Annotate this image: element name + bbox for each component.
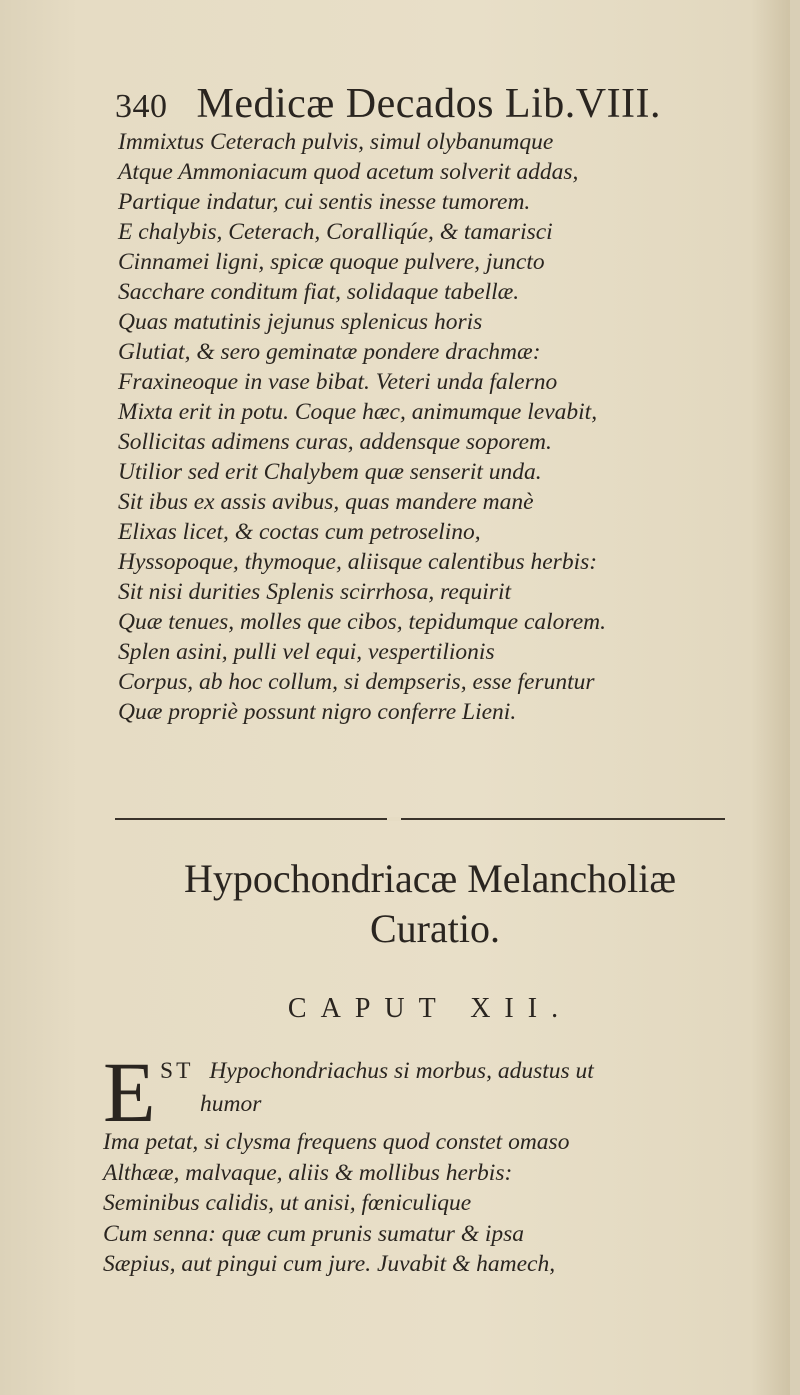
chapter-line: Sæpius, aut pingui cum jure. Juvabit & hamech, <box>103 1251 556 1277</box>
poem-block <box>118 127 758 727</box>
small-caps-opening: ST <box>160 1058 194 1084</box>
poem-line: Hyssopoque, thymoque, aliisque calentibus herbis: <box>118 549 598 575</box>
drop-cap: E <box>103 1044 156 1140</box>
poem-line: Immixtus Ceterach pulvis, simul olybanumque <box>118 129 554 155</box>
chapter-line: Cum senna: quæ cum prunis sumatur & ipsa <box>103 1220 525 1247</box>
section-title: Hypochondriacæ Melancholiæ <box>183 856 677 901</box>
poem-line: Sit ibus ex assis avibus, quas mandere manè <box>118 489 534 515</box>
poem-line: Elixas licet, & coctas cum petroselino, <box>118 519 481 545</box>
running-title: Medicæ Decados Lib.VIII. <box>196 81 662 127</box>
section-divider <box>115 818 725 820</box>
page-number: 340 <box>115 88 168 125</box>
first-line-text: Hypochondriachus si morbus, adustus ut <box>209 1058 594 1084</box>
poem-line: Quæ propriè possunt nigro conferre Lieni. <box>118 699 517 725</box>
first-line-continuation: humor <box>200 1091 262 1117</box>
chapter-line: Ima petat, si clysma frequens quod constet omaso <box>103 1129 570 1155</box>
page-header <box>115 80 715 128</box>
chapter-text-block <box>103 1127 763 1280</box>
poem-line: Sacchare conditum fiat, solidaque tabellæ. <box>118 279 520 305</box>
poem-line: Atque Ammoniacum quod acetum solverit addas, <box>118 159 579 185</box>
section-title-line2: Curatio. <box>370 906 500 951</box>
poem-line: Partique indatur, cui sentis inesse tumorem. <box>118 189 531 215</box>
chapter-line: Althææ, malvaque, aliis & mollibus herbis: <box>103 1159 513 1186</box>
poem-line: Mixta erit in potu. Coque hæc, animumque levabit, <box>118 399 598 425</box>
poem-line: Sollicitas adimens curas, addensque soporem. <box>118 429 552 455</box>
poem-line: E chalybis, Ceterach, Coralliqúe, & tamarisci <box>118 219 553 245</box>
chapter-heading: CAPUT XII. <box>287 993 573 1024</box>
chapter-first-line <box>160 1058 780 1085</box>
poem-line: Quæ tenues, molles que cibos, tepidumque calorem. <box>118 609 606 635</box>
poem-line: Cinnamei ligni, spicæ quoque pulvere, juncto <box>118 249 545 275</box>
poem-line: Utilior sed erit Chalybem quæ senserit unda. <box>118 459 542 485</box>
chapter-line: Seminibus calidis, ut anisi, fœniculique <box>103 1190 472 1216</box>
poem-line: Corpus, ab hoc collum, si dempseris, esse feruntur <box>118 669 595 695</box>
poem-line: Fraxineoque in vase bibat. Veteri unda falerno <box>118 369 558 395</box>
poem-line: Glutiat, & sero geminatæ pondere drachmæ: <box>118 339 541 365</box>
poem-line: Splen asini, pulli vel equi, vespertilionis <box>118 639 495 665</box>
poem-line: Quas matutinis jejunus splenicus horis <box>118 309 483 335</box>
poem-line: Sit nisi durities Splenis scirrhosa, requirit <box>118 579 512 605</box>
